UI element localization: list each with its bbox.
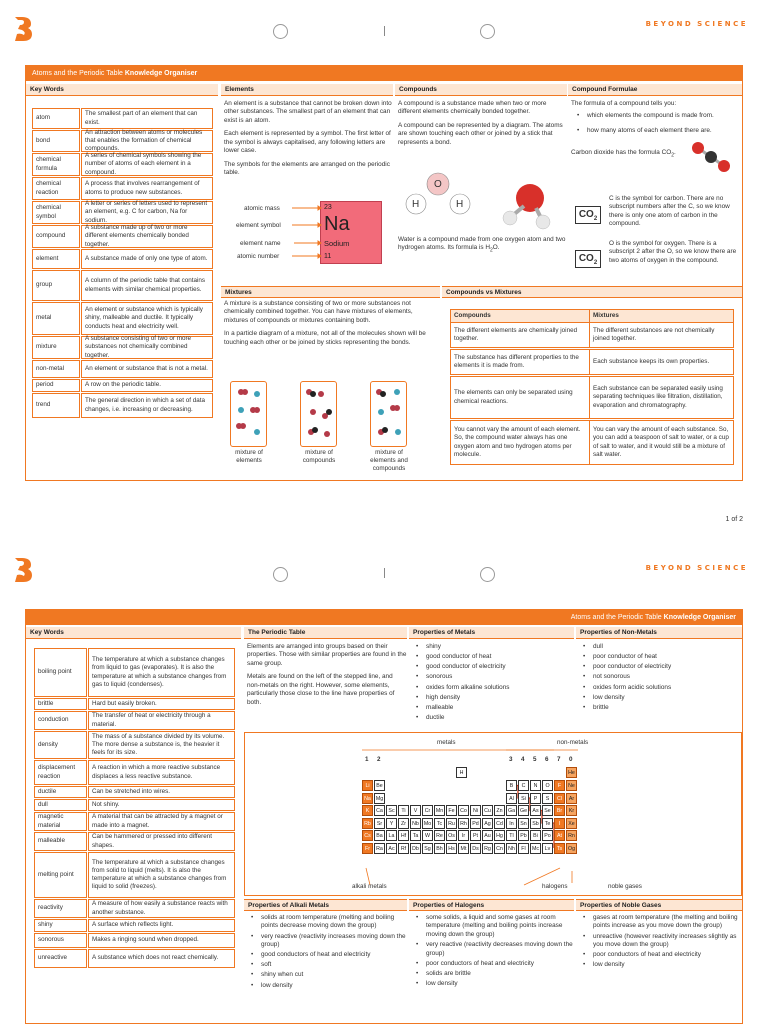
element-cell: Cr bbox=[422, 805, 433, 816]
mixture-label: mixture of elements bbox=[235, 449, 263, 465]
element-cell: B bbox=[506, 780, 517, 791]
element-cell: V bbox=[410, 805, 421, 816]
element-cell: Kr bbox=[566, 805, 577, 816]
periodic-table-header: The Periodic Table bbox=[244, 627, 407, 639]
mixtures-header: Mixtures bbox=[221, 286, 440, 298]
nonmetals-property: • not sonorous bbox=[577, 673, 741, 681]
keyword-definition: Makes a ringing sound when dropped. bbox=[88, 933, 235, 948]
page2-title-bar: Atoms and the Periodic Table Knowledge Organiser bbox=[26, 610, 742, 625]
noble-header: Properties of Noble Gases bbox=[576, 899, 742, 911]
nonmetals-property: • poor conductor of electricity bbox=[577, 663, 741, 671]
element-cell: At bbox=[554, 830, 565, 841]
cvm-compound-cell: The elements can only be separated using chemical reactions. bbox=[450, 376, 590, 419]
element-cell: Cn bbox=[494, 843, 505, 854]
keyword-definition: The mass of a substance divided by its volume. The more dense a substance is, the heavier it feels for its size. bbox=[88, 731, 235, 759]
keywords-header: Key Words bbox=[26, 84, 218, 96]
mixture-both-diagram bbox=[370, 381, 407, 447]
element-cell: Mo bbox=[422, 818, 433, 829]
element-cell: Zr bbox=[398, 818, 409, 829]
keyword-definition: Can be stretched into wires. bbox=[88, 786, 235, 798]
periodic-table-text: Elements are arranged into groups based on their properties. Those with similar properties are found in the same group. Metals are found on the left of the stepped line, and non-metals on the right. However, some elements, particularly those close to the line have properties of both. bbox=[247, 643, 407, 706]
element-cell: Ac bbox=[386, 843, 397, 854]
water-molecule-diagrams bbox=[402, 168, 562, 232]
cvm-col-compounds: Compounds bbox=[450, 309, 590, 323]
keywords-header: Key Words bbox=[26, 627, 241, 639]
beyond-logo-icon bbox=[12, 555, 34, 583]
element-cell: Hf bbox=[398, 830, 409, 841]
keyword-term: magnetic material bbox=[34, 812, 87, 831]
element-cell: Mc bbox=[530, 843, 541, 854]
alkali-property: • soft bbox=[245, 961, 407, 969]
na-symbol: Na bbox=[324, 213, 350, 235]
keyword-term: dull bbox=[34, 799, 87, 811]
keyword-definition: The temperature at which a substance changes from liquid to gas (evaporates). It is also the temperature at which a substance changes from gas to liquid (condenses). bbox=[88, 648, 235, 697]
keyword-definition: Hard but easily broken. bbox=[88, 698, 235, 710]
formulae-header: Compound Formulae bbox=[568, 84, 742, 96]
halogens-property: • poor conductors of heat and electricity bbox=[410, 960, 573, 968]
element-cell: Pt bbox=[470, 830, 481, 841]
keyword-definition: A surface which reflects light. bbox=[88, 919, 235, 932]
mixture-compounds-diagram bbox=[300, 381, 337, 447]
metals-property: • sonorous bbox=[410, 673, 573, 681]
cvm-col-mixtures: Mixtures bbox=[589, 309, 734, 323]
group-number: 6 bbox=[545, 756, 549, 763]
nonmetals-label: non-metals bbox=[557, 739, 589, 746]
keyword-term: metal bbox=[32, 302, 80, 335]
element-cell: Cd bbox=[494, 818, 505, 829]
keyword-term: sonorous bbox=[34, 933, 87, 948]
compounds-text: A compound is a substance made when two or more different elements chemically bonded together. A compound can be represented by a diagram. The atoms are shown touching each other or joined by a stick that represents a bond. bbox=[398, 100, 563, 146]
element-cell: Sg bbox=[422, 843, 433, 854]
punch-hole bbox=[480, 24, 495, 39]
noble-label: noble gases bbox=[608, 883, 642, 890]
hydrogen-atom-label: H bbox=[456, 199, 464, 210]
element-cell: Db bbox=[410, 843, 421, 854]
group-number: 0 bbox=[569, 756, 573, 763]
element-cell: Pd bbox=[470, 818, 481, 829]
element-cell: Rf bbox=[398, 843, 409, 854]
element-cell: Ne bbox=[566, 780, 577, 791]
mixtures-text: A mixture is a substance consisting of two or more substances not chemically combined together. You can have mixtures of elements, mixtures of compounds or mixtures containing both. In a particle diagram of a mixture, not all of the molecules shown will be touching each other or be joined by sticks representing the bonds. bbox=[224, 300, 426, 346]
keyword-definition: A process that involves rearrangement of atoms to produce new substances. bbox=[81, 177, 213, 200]
element-cell: Br bbox=[554, 805, 565, 816]
metals-label: metals bbox=[437, 739, 456, 746]
keyword-definition: A letter or series of letters used to represent an element, e.g. C for carbon, Na for sodium. bbox=[81, 201, 213, 224]
element-cell: Co bbox=[458, 805, 469, 816]
periodic-table bbox=[244, 732, 742, 896]
keyword-definition: A substance made of only one type of atom. bbox=[81, 249, 213, 269]
halogens-property: • some solids, a liquid and some gases at room temperature (melting and boiling points increase moving down the group) bbox=[410, 914, 573, 939]
keyword-term: mixture bbox=[32, 336, 80, 359]
element-cell: Sb bbox=[530, 818, 541, 829]
nonmetals-property: • poor conductor of heat bbox=[577, 653, 741, 661]
keyword-definition: An attraction between atoms or molecules that enables the formation of chemical compounds. bbox=[81, 130, 213, 152]
punch-hole bbox=[273, 567, 288, 582]
element-cell: He bbox=[566, 767, 577, 778]
page1-title-bar: Atoms and the Periodic Table Knowledge Organiser bbox=[26, 66, 742, 81]
keyword-term: melting point bbox=[34, 852, 87, 898]
keyword-term: element bbox=[32, 249, 80, 269]
cvm-compound-cell: The different elements are chemically joined together. bbox=[450, 322, 590, 348]
keyword-definition: A reaction in which a more reactive substance displaces a less reactive substance. bbox=[88, 760, 235, 785]
keyword-definition: The smallest part of an element that can exist. bbox=[81, 108, 213, 129]
keyword-term: conduction bbox=[34, 711, 87, 730]
keyword-term: chemical formula bbox=[32, 153, 80, 176]
halogens-property: • solids are brittle bbox=[410, 970, 573, 978]
keyword-term: period bbox=[32, 379, 80, 392]
nonmetals-list bbox=[577, 643, 741, 714]
keyword-term: reactivity bbox=[34, 899, 87, 918]
alkali-property: • good conductors of heat and electricity bbox=[245, 951, 407, 959]
element-cell: Nb bbox=[410, 818, 421, 829]
element-cell: Fe bbox=[446, 805, 457, 816]
halogens-property: • low density bbox=[410, 980, 573, 988]
element-cell: Cs bbox=[362, 830, 373, 841]
element-cell: Al bbox=[506, 793, 517, 804]
beyond-logo-icon bbox=[12, 14, 34, 42]
keyword-definition: An element or substance that is not a metal. bbox=[81, 360, 213, 378]
oxygen-atom-label: O bbox=[434, 179, 442, 190]
keyword-term: shiny bbox=[34, 919, 87, 932]
element-cell: Os bbox=[446, 830, 457, 841]
group-number: 4 bbox=[521, 756, 525, 763]
element-cell: Ru bbox=[446, 818, 457, 829]
label-arrows bbox=[290, 200, 322, 264]
cvm-header: Compounds vs Mixtures bbox=[442, 286, 742, 298]
element-cell: Ts bbox=[554, 843, 565, 854]
keyword-definition: Not shiny. bbox=[88, 799, 235, 811]
alkali-header: Properties of Alkali Metals bbox=[244, 899, 407, 911]
element-cell: As bbox=[530, 805, 541, 816]
cvm-mixture-cell: Each substance keeps its own properties. bbox=[589, 349, 734, 375]
group-number: 1 bbox=[365, 756, 369, 763]
label-atomic-mass: atomic mass bbox=[244, 205, 280, 212]
co2-symbol-box: $CO_2$ bbox=[575, 206, 601, 224]
keyword-term: non-metal bbox=[32, 360, 80, 378]
element-cell: K bbox=[362, 805, 373, 816]
punch-hole bbox=[480, 567, 495, 582]
element-cell: Ra bbox=[374, 843, 385, 854]
element-cell: Po bbox=[542, 830, 553, 841]
element-cell: Au bbox=[482, 830, 493, 841]
keyword-term: bond bbox=[32, 130, 80, 152]
alkali-list bbox=[245, 914, 407, 992]
keyword-definition: A series of chemical symbols showing the number of atoms of each element in a compound. bbox=[81, 153, 213, 176]
noble-property: • poor conductors of heat and electricity bbox=[577, 951, 741, 959]
label-element-symbol: element symbol bbox=[236, 222, 281, 229]
element-cell: Ir bbox=[458, 830, 469, 841]
mixture-label: mixture of elements and compounds bbox=[370, 449, 408, 473]
noble-property: • low density bbox=[577, 961, 741, 969]
metals-property: • shiny bbox=[410, 643, 573, 651]
co2-symbol-box: $CO_2$ bbox=[575, 250, 601, 268]
element-cell: Re bbox=[434, 830, 445, 841]
element-cell: F bbox=[554, 780, 565, 791]
elements-text: An element is a substance that cannot be broken down into other substances. The smallest part of an element that can exist is an atom. Each element is represented by a symbol. The first letter of the symbol is always capitalised, any following letters are lower case. The symbols for the elements are arranged on the periodic table. bbox=[224, 100, 392, 177]
page-number: 1 of 2 bbox=[725, 516, 743, 523]
keyword-term: trend bbox=[32, 393, 80, 418]
noble-property: • unreactive (however reactivity increases slightly as you move down the group) bbox=[577, 933, 741, 950]
element-cell: Na bbox=[362, 793, 373, 804]
na-number: 11 bbox=[324, 253, 332, 260]
metals-property: • high density bbox=[410, 694, 573, 702]
punch-hole bbox=[273, 24, 288, 39]
label-atomic-number: atomic number bbox=[237, 253, 280, 260]
sodium-tile bbox=[320, 201, 382, 264]
keyword-term: malleable bbox=[34, 832, 87, 851]
element-cell: Ta bbox=[410, 830, 421, 841]
element-cell: Tc bbox=[434, 818, 445, 829]
group-number: 2 bbox=[377, 756, 381, 763]
noble-property: • gases at room temperature (the melting and boiling points increase as you move down the group) bbox=[577, 914, 741, 931]
keyword-term: brittle bbox=[34, 698, 87, 710]
group-number: 5 bbox=[533, 756, 537, 763]
halogens-label: halogens bbox=[542, 883, 568, 890]
element-cell: Ar bbox=[566, 793, 577, 804]
elements-header: Elements bbox=[221, 84, 393, 96]
element-cell: Ds bbox=[470, 843, 481, 854]
element-cell: H bbox=[456, 767, 467, 778]
element-cell: Ba bbox=[374, 830, 385, 841]
alkali-property: • shiny when cut bbox=[245, 971, 407, 979]
keyword-term: chemical reaction bbox=[32, 177, 80, 200]
cvm-mixture-cell: You can vary the amount of each substance. So, you can add a teaspoon of salt to water, or a cup of salt to water, and it would still be a mixture of salt water. bbox=[589, 420, 734, 465]
element-cell: Se bbox=[542, 805, 553, 816]
metals-header: Properties of Metals bbox=[409, 627, 574, 639]
keyword-term: group bbox=[32, 270, 80, 301]
element-cell: Hg bbox=[494, 830, 505, 841]
metals-property: • good conductor of heat bbox=[410, 653, 573, 661]
element-cell: O bbox=[542, 780, 553, 791]
co2-molecule-icon bbox=[690, 140, 732, 174]
fold-mark bbox=[384, 26, 385, 36]
noble-list bbox=[577, 914, 741, 971]
keyword-term: unreactive bbox=[34, 949, 87, 968]
alkali-property: • solids at room temperature (melting and boiling points decrease moving down the group) bbox=[245, 914, 407, 931]
nonmetals-property: • dull bbox=[577, 643, 741, 651]
element-cell: Rg bbox=[482, 843, 493, 854]
element-cell: Fl bbox=[518, 843, 529, 854]
element-cell: Og bbox=[566, 843, 577, 854]
cvm-mixture-cell: Each substance can be separated easily using separating techniques like filtration, distillation, evaporation and chromatography. bbox=[589, 376, 734, 419]
element-cell: Ga bbox=[506, 805, 517, 816]
halogens-property: • very reactive (reactivity decreases moving down the group) bbox=[410, 941, 573, 958]
element-cell: Sr bbox=[374, 818, 385, 829]
element-cell: N bbox=[530, 780, 541, 791]
keyword-definition: A substance consisting of two or more substances not chemically combined together. bbox=[81, 336, 213, 359]
element-cell: Cu bbox=[482, 805, 493, 816]
keyword-definition: Can be hammered or pressed into different shapes. bbox=[88, 832, 235, 851]
metals-property: • ductile bbox=[410, 714, 573, 722]
fold-mark bbox=[384, 568, 385, 578]
oxygen-explanation: O is the symbol for oxygen. There is a subscript 2 after the O, so we know there are two atoms of oxygen in the compound. bbox=[609, 240, 737, 264]
group-number: 7 bbox=[557, 756, 561, 763]
element-cell: Pb bbox=[518, 830, 529, 841]
element-cell: La bbox=[386, 830, 397, 841]
carbon-explanation: C is the symbol for carbon. There are no subscript numbers after the C, so we know there is only one atom of carbon in the compound. bbox=[609, 195, 730, 228]
brand-name: BEYOND SCIENCE bbox=[645, 20, 748, 28]
keyword-term: compound bbox=[32, 225, 80, 248]
keyword-definition: A substance made up of two or more different elements chemically bonded together. bbox=[81, 225, 213, 248]
element-cell: Y bbox=[386, 818, 397, 829]
element-cell: P bbox=[530, 793, 541, 804]
element-cell: Ca bbox=[374, 805, 385, 816]
metals-list bbox=[410, 643, 573, 724]
metals-property: • oxides form alkaline solutions bbox=[410, 684, 573, 692]
element-cell: Be bbox=[374, 780, 385, 791]
cvm-mixture-cell: The different substances are not chemically joined together. bbox=[589, 322, 734, 348]
keyword-definition: The temperature at which a substance changes from solid to liquid (melts). It is also the temperature at which a substance changes from liquid to solid (freezes). bbox=[88, 852, 235, 898]
keyword-term: atom bbox=[32, 108, 80, 129]
keyword-definition: A column of the periodic table that contains elements with similar chemical properties. bbox=[81, 270, 213, 301]
keyword-term: displacement reaction bbox=[34, 760, 87, 785]
formulae-text: The formula of a compound tells you: • which elements the compound is made from. • how many atoms of each element there are. Carbon dioxide has the formula $CO_2$. bbox=[571, 100, 741, 164]
element-cell: Rh bbox=[458, 818, 469, 829]
hydrogen-atom-label: H bbox=[412, 199, 420, 210]
element-cell: Ag bbox=[482, 818, 493, 829]
keyword-definition: The general direction in which a set of data changes, i.e. increasing or decreasing. bbox=[81, 393, 213, 418]
element-cell: Mn bbox=[434, 805, 445, 816]
element-cell: Li bbox=[362, 780, 373, 791]
na-name: Sodium bbox=[324, 239, 350, 248]
element-cell: Bh bbox=[434, 843, 445, 854]
metals-property: • malleable bbox=[410, 704, 573, 712]
element-cell: Mt bbox=[458, 843, 469, 854]
water-text: Water is a compound made from one oxygen atom and two hydrogen atoms. Its formula is $H_2O$. bbox=[398, 236, 566, 254]
element-cell: C bbox=[518, 780, 529, 791]
label-element-name: element name bbox=[240, 240, 281, 247]
compounds-header: Compounds bbox=[395, 84, 567, 96]
brand-name: BEYOND SCIENCE bbox=[645, 564, 748, 572]
alkali-property: • very reactive (reactivity increases moving down the group) bbox=[245, 933, 407, 950]
element-cell: Xe bbox=[566, 818, 577, 829]
element-cell: In bbox=[506, 818, 517, 829]
keyword-term: density bbox=[34, 731, 87, 759]
element-cell: Rn bbox=[566, 830, 577, 841]
element-cell: Bi bbox=[530, 830, 541, 841]
element-cell: Ti bbox=[398, 805, 409, 816]
keyword-term: chemical symbol bbox=[32, 201, 80, 224]
element-cell: Hs bbox=[446, 843, 457, 854]
keyword-term: ductile bbox=[34, 786, 87, 798]
element-cell: Zn bbox=[494, 805, 505, 816]
element-cell: Sn bbox=[518, 818, 529, 829]
halogens-list bbox=[410, 914, 573, 990]
element-cell: Si bbox=[518, 793, 529, 804]
nonmetals-header: Properties of Non-Metals bbox=[576, 627, 742, 639]
element-cell: I bbox=[554, 818, 565, 829]
element-cell: Rb bbox=[362, 818, 373, 829]
nonmetals-property: • low density bbox=[577, 694, 741, 702]
element-cell: S bbox=[542, 793, 553, 804]
element-cell: Te bbox=[542, 818, 553, 829]
element-cell: Cl bbox=[554, 793, 565, 804]
alkali-property: • low density bbox=[245, 982, 407, 990]
cvm-compound-cell: You cannot vary the amount of each element. So, the compound water always has one oxygen atom and two hydrogen atoms per molecule. bbox=[450, 420, 590, 465]
mixture-label: mixture of compounds bbox=[302, 449, 336, 465]
keyword-definition: An element or substance which is typically shiny, malleable and ductile. It typically conducts heat and electricity well. bbox=[81, 302, 213, 335]
element-cell: W bbox=[422, 830, 433, 841]
keyword-term: boiling point bbox=[34, 648, 87, 697]
element-cell: Fr bbox=[362, 843, 373, 854]
keyword-definition: A row on the periodic table. bbox=[81, 379, 213, 392]
keyword-definition: A measure of how easily a substance reacts with another substance. bbox=[88, 899, 235, 918]
group-number: 3 bbox=[509, 756, 513, 763]
element-cell: Mg bbox=[374, 793, 385, 804]
keyword-definition: The transfer of heat or electricity through a material. bbox=[88, 711, 235, 730]
element-cell: Tl bbox=[506, 830, 517, 841]
element-cell: Lv bbox=[542, 843, 553, 854]
element-cell: Ge bbox=[518, 805, 529, 816]
alkali-label: alkali metals bbox=[352, 883, 387, 890]
keyword-definition: A material that can be attracted by a magnet or made into a magnet. bbox=[88, 812, 235, 831]
mixture-elements-diagram bbox=[230, 381, 267, 447]
na-mass: 23 bbox=[324, 204, 332, 211]
halogens-header: Properties of Halogens bbox=[409, 899, 574, 911]
cvm-compound-cell: The substance has different properties to the elements it is made from. bbox=[450, 349, 590, 375]
nonmetals-property: • oxides form acidic solutions bbox=[577, 684, 741, 692]
element-cell: Sc bbox=[386, 805, 397, 816]
keyword-definition: A substance which does not react chemically. bbox=[88, 949, 235, 968]
nonmetals-property: • brittle bbox=[577, 704, 741, 712]
element-cell: Nh bbox=[506, 843, 517, 854]
element-cell: Ni bbox=[470, 805, 481, 816]
metals-property: • good conductor of electricity bbox=[410, 663, 573, 671]
